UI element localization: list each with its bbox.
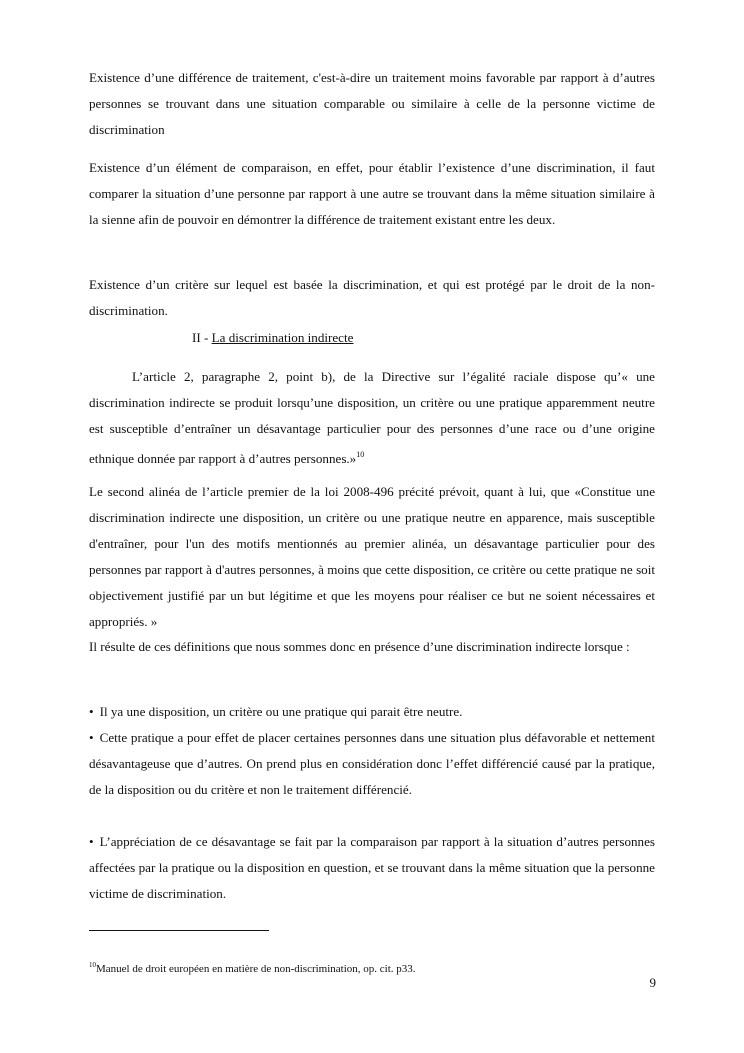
footnote	[89, 958, 416, 976]
bullet-item-2	[89, 725, 655, 803]
footnote-separator	[89, 930, 269, 931]
paragraph-comparison-element: Existence d’un élément de comparaison, en effet, pour établir l’existence d’une discrimination, il faut comparer la situation d’une personne par rapport à une autre se trouvant dans la même situation similaire à la sienne afin de pouvoir en démontrer la différence de traitement existant entre les deux.	[89, 160, 655, 227]
paragraph-difference-treatment: Existence d’une différence de traitement, c'est-à-dire un traitement moins favorable par rapport à d’autres personnes se trouvant dans une situation comparable ou similaire à celle de la personne victime de discrimination	[89, 70, 655, 137]
bullet-icon: •	[89, 704, 94, 719]
paragraph-law-definition: Le second alinéa de l’article premier de la loi 2008-496 précité prévoit, quant à lui, que «Constitue une discrimination indirecte une disposition, un critère ou une pratique neutre en apparence, mais susceptible d'entraîner, pour l'un des motifs mentionnés au premier alinéa, un désavantage particulier pour des personnes par rapport à d'autres personnes, à moins que cette disposition, ce critère ou cette pratique ne soit objectivement justifié par un but légitime et que les moyens pour réaliser ce but ne soient nécessaires et appropriés. »	[89, 484, 655, 629]
bullet-icon: •	[89, 834, 94, 849]
section-title: La discrimination indirecte	[211, 330, 354, 345]
page-number: 9	[649, 975, 656, 990]
section-number: II -	[192, 330, 212, 345]
footnote-ref: 10	[356, 450, 365, 459]
paragraph-conclusion-intro: Il résulte de ces définitions que nous sommes donc en présence d’une discrimination indirecte lorsque :	[89, 639, 630, 654]
bullet-icon: •	[89, 730, 94, 745]
bullet-text: Cette pratique a pour effet de placer certaines personnes dans une situation plus défavorable et nettement désavantageuse que d’autres. On prend plus en considération donc l’effet différencié causé par la pratique, de la disposition ou du critère et non le traitement différencié.	[89, 730, 655, 797]
section-heading	[192, 325, 353, 351]
bullet-text: L’appréciation de ce désavantage se fait par la comparaison par rapport à la situation d’autres personnes affectées par la pratique ou la disposition en question, et se trouvant dans la même situation que la personne victime de discrimination.	[89, 834, 655, 901]
footnote-text: Manuel de droit européen en matière de non-discrimination, op. cit. p33.	[96, 963, 416, 975]
footnote-number: 10	[89, 961, 96, 969]
paragraph-protected-criterion: Existence d’un critère sur lequel est basée la discrimination, et qui est protégé par le droit de la non-discrimination.	[89, 277, 655, 318]
directive-quote-text: L’article 2, paragraphe 2, point b), de la Directive sur l’égalité raciale dispose qu’« une discrimination indirecte se produit lorsqu’une disposition, un critère ou une pratique apparemment neutre est susceptible d’entraîner un désavantage particulier pour des personnes d’une race ou d’une origine ethnique donnée par rapport à d’autres personnes.»	[89, 369, 655, 466]
bullet-item-3	[89, 829, 655, 907]
paragraph-directive-quote	[89, 364, 655, 472]
bullet-text: Il ya une disposition, un critère ou une pratique qui parait être neutre.	[99, 704, 463, 719]
bullet-item-1	[89, 699, 655, 725]
